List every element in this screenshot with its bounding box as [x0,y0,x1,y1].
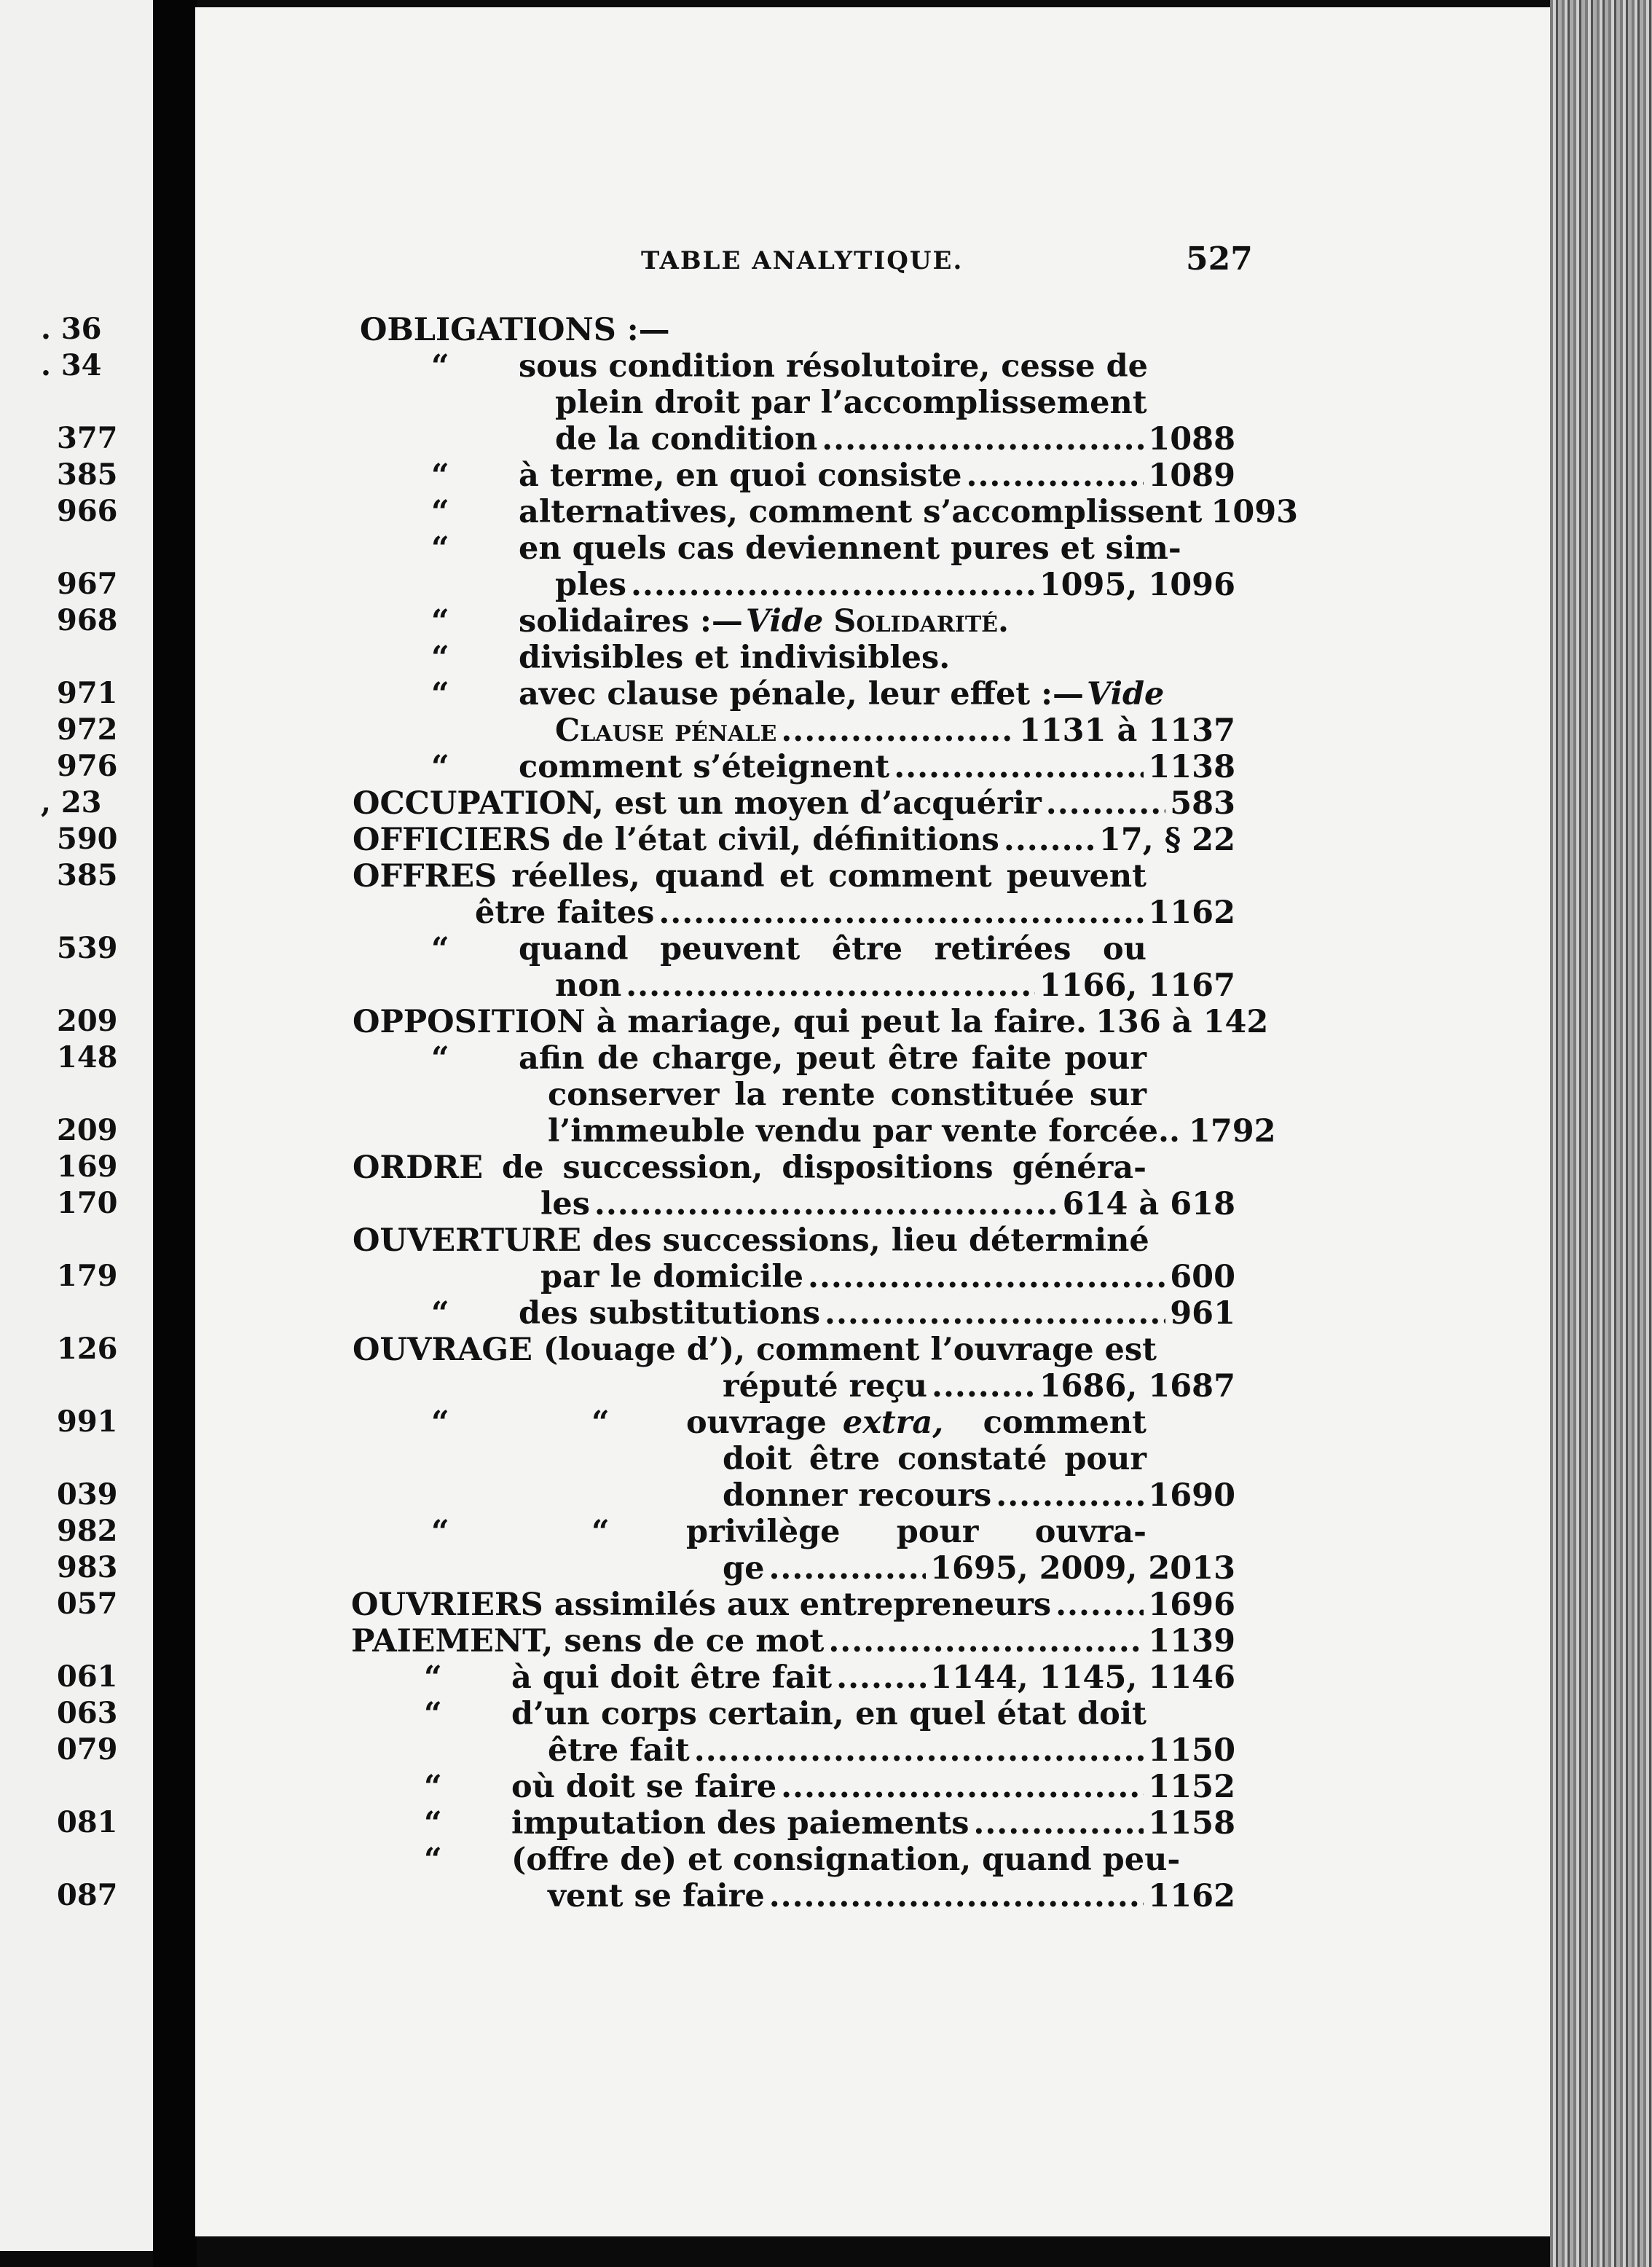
ditto-mark [431,1514,475,1550]
index-line [686,1514,1146,1550]
index-line [723,1368,1235,1404]
entry-text: OUVERTURE des successions, lieu déterminé [353,1222,1149,1259]
entry-text: “ [431,603,449,640]
article-reference: 1093 [1211,494,1299,530]
entry-text: de la condition [555,421,818,457]
entry-text: à terme, en quoi consiste [519,457,962,494]
entry-text: OFFRES réelles, quand et comment peuvent [353,858,1146,895]
entry-text: “ [431,494,449,530]
index-line [519,348,1149,385]
entry-text: “ [424,1659,442,1696]
entry-text: par le domicile [540,1259,804,1295]
index-line [723,1550,1235,1587]
index-line [475,895,1235,931]
index-line [519,1040,1146,1077]
entry-text: “ [431,348,449,385]
index-line [548,1878,1235,1914]
left-page-number: 968 [57,603,118,637]
page-edges [1550,0,1652,2267]
index-line [548,1732,1235,1769]
index-line [555,967,1235,1004]
index-line [519,1295,1235,1332]
ditto-mark [431,676,475,712]
dot-leader [808,1259,1165,1295]
dot-leader [594,1186,1058,1222]
article-reference: 1162 [1148,1878,1235,1914]
italic-text: Vide [745,603,824,640]
entry-text: afin de charge, peut être faite pour [519,1040,1146,1077]
running-header: TABLE ANALYTIQUE. [641,246,964,275]
dot-leader [828,1623,1144,1659]
article-reference: 1696 [1148,1587,1235,1623]
small-caps-text: Clause pénale [555,712,777,749]
index-line [540,1259,1235,1295]
entry-text: OPPOSITION à mariage, qui peut la faire. [353,1004,1087,1040]
article-reference: 1144, 1145, 1146 [930,1659,1235,1696]
entry-text: ples [555,567,626,603]
entry-text: PAIEMENT, sens de ce mot [351,1623,825,1659]
left-page-number: 385 [57,858,118,892]
index-line [519,931,1146,967]
article-reference: 1166, 1167 [1039,967,1235,1004]
index-line [511,1659,1235,1696]
article-reference: 1162 [1148,895,1235,931]
left-page-number: 385 [57,457,118,492]
ditto-mark [431,530,475,567]
left-page-number: 057 [57,1587,118,1621]
dot-leader [822,421,1144,457]
index-line [351,1623,1235,1659]
dot-leader [1046,785,1165,822]
entry-text: “ [431,1514,449,1550]
left-page-number: , 23 [41,785,102,820]
italic-text: Vide [1087,676,1165,712]
dot-leader [836,1659,926,1696]
left-page-number: 061 [57,1659,118,1694]
index-line [686,1404,1146,1441]
index-line [555,421,1235,457]
left-page-number: 081 [57,1805,118,1839]
entry-text: ouvrage [686,1404,827,1441]
ditto-mark [424,1842,468,1878]
entry-text: être faites [475,895,655,931]
article-reference: 961 [1170,1295,1235,1332]
entry-text: doit être constaté pour [723,1441,1146,1477]
index-line [548,1113,1276,1150]
ditto-mark [431,640,475,676]
dot-leader [626,967,1034,1004]
article-reference: 1138 [1148,749,1235,785]
entry-text: où doit se faire [511,1769,777,1805]
entry-text: “ [431,457,449,494]
entry-text: en quels cas deviennent pures et sim- [519,530,1181,567]
index-line [548,1077,1146,1113]
entry-text: “ [431,676,449,712]
index-line [511,1769,1235,1805]
article-reference: 1139 [1148,1623,1235,1659]
ditto-mark [431,931,475,967]
entry-text: “ [591,1404,610,1441]
index-line [540,1186,1235,1222]
ditto-mark [431,603,475,640]
entry-text: “ [431,931,449,967]
entry-text: sous condition résolutoire, cesse de [519,348,1149,385]
ditto-mark [424,1696,468,1732]
article-reference: 1152 [1148,1769,1235,1805]
ditto-mark [431,494,475,530]
index-line [723,1477,1235,1514]
index-line [511,1842,1181,1878]
left-page-number: 377 [57,421,118,455]
left-page-number: 148 [57,1040,118,1074]
index-line [519,603,1235,640]
left-page-number: 972 [57,712,118,747]
dot-leader [769,1878,1144,1914]
index-line [519,494,1299,530]
index-line [360,312,1235,348]
dot-leader [932,1368,1035,1404]
dot-leader [973,1805,1144,1842]
dot-leader [996,1477,1144,1514]
article-reference: 583 [1170,785,1235,822]
ditto-mark [424,1659,468,1696]
index-line [555,385,1146,421]
left-page-number: 087 [57,1878,118,1912]
dot-leader [1004,822,1095,858]
dot-leader [768,1550,926,1587]
index-line [519,530,1181,567]
ditto-mark [424,1805,468,1842]
index-line [351,1587,1235,1623]
index-line [519,640,1235,676]
entry-text: des substitutions [519,1295,821,1332]
left-page-number: 169 [57,1150,118,1184]
article-reference: 1686, 1687 [1039,1368,1235,1404]
dot-leader [894,749,1144,785]
left-page-number: 209 [57,1004,118,1038]
entry-text: “ [431,1295,449,1332]
entry-text: “ [424,1805,442,1842]
ditto-mark [591,1404,635,1441]
left-page-number: 982 [57,1514,118,1548]
entry-text: solidaires :— [519,603,743,640]
entry-text: ORDRE de succession, dispositions généra- [353,1150,1146,1186]
entry-text: d’un corps certain, en quel état doit [511,1696,1146,1732]
book-gutter [153,0,197,2267]
index-line [723,1441,1146,1477]
ditto-mark [431,749,475,785]
entry-text: “ [424,1696,442,1732]
index-line [511,1805,1235,1842]
left-page-number: . 36 [41,312,102,346]
small-caps-text: Solidarité. [833,603,1009,640]
left-page-number: 126 [57,1332,118,1366]
ditto-mark [424,1769,468,1805]
entry-text: non [555,967,622,1004]
entry-text: “ [431,1404,449,1441]
article-reference: 1089 [1148,457,1235,494]
index-line [519,676,1235,712]
left-page-number: 209 [57,1113,118,1147]
page-number: 527 [1186,240,1253,278]
index-line [555,712,1235,749]
ditto-mark [431,1404,475,1441]
left-page-number: 170 [57,1186,118,1220]
entry-text: “ [591,1514,610,1550]
article-reference: 1690 [1148,1477,1235,1514]
entry-text: imputation des paiements [511,1805,969,1842]
entry-text: être fait [548,1732,690,1769]
entry-text: “ [431,530,449,567]
dot-leader [825,1295,1165,1332]
index-line [519,457,1235,494]
index-line [519,749,1235,785]
article-reference: 17, § 22 [1098,822,1235,858]
index-line [511,1696,1146,1732]
entry-text: avec clause pénale, leur effet :— [519,676,1085,712]
entry-text: OBLIGATIONS :— [360,312,670,348]
entry-text: donner recours [723,1477,992,1514]
entry-text: (offre de) et consignation, quand peu- [511,1842,1181,1878]
article-reference: 1792 [1188,1113,1276,1150]
left-page-number: 063 [57,1696,118,1730]
dot-leader [694,1732,1144,1769]
italic-text: extra, [842,1404,944,1441]
index-line [353,1150,1146,1186]
article-reference: 1088 [1148,421,1235,457]
index-line [353,1004,1269,1040]
dot-leader [1055,1587,1144,1623]
entry-text: OUVRIERS assimilés aux entrepreneurs [351,1587,1052,1623]
left-page-number: 590 [57,822,118,856]
ditto-mark [431,457,475,494]
article-reference: 1158 [1148,1805,1235,1842]
ditto-mark [431,1040,475,1077]
dot-leader [631,567,1035,603]
left-page-number: 966 [57,494,118,528]
article-reference: 614 à 618 [1062,1186,1235,1222]
entry-text: privilège pour ouvra- [686,1514,1146,1550]
index-line [353,1222,1149,1259]
entry-text: l’immeuble vendu par vente forcée.. [548,1113,1180,1150]
entry-text: conserver la rente constituée sur [548,1077,1146,1113]
dot-leader [781,712,1014,749]
entry-text: OUVRAGE (louage d’), comment l’ouvrage est [353,1332,1157,1368]
left-page-number: . 34 [41,348,102,382]
entry-text: “ [431,749,449,785]
dot-leader [658,895,1144,931]
index-line [555,567,1235,603]
index-line [353,858,1146,895]
entry-text: OFFICIERS de l’état civil, définitions [353,822,999,858]
ditto-mark [431,348,475,385]
article-reference: 136 à 142 [1096,1004,1269,1040]
index-line [353,1332,1157,1368]
article-reference: 1695, 2009, 2013 [930,1550,1235,1587]
article-reference: 600 [1170,1259,1235,1295]
entry-text: quand peuvent être retirées ou [519,931,1146,967]
entry-text: les [540,1186,590,1222]
left-page-number: 539 [57,931,118,965]
entry-text: vent se faire [548,1878,765,1914]
entry-text: ge [723,1550,765,1587]
ditto-mark [591,1514,635,1550]
article-reference: 1131 à 1137 [1018,712,1235,749]
entry-text: divisibles et indivisibles. [519,640,951,676]
entry-text: OCCUPATION, est un moyen d’acquérir [353,785,1042,822]
left-page-number: 179 [57,1259,118,1293]
entry-text: alternatives, comment s’accomplissent [519,494,1203,530]
entry-text: “ [431,640,449,676]
entry-text: “ [424,1842,442,1878]
index-line [353,785,1235,822]
dot-leader [967,457,1144,494]
left-page-number: 039 [57,1477,118,1512]
entry-text-tail: comment [983,1404,1146,1441]
entry-text: à qui doit être fait [511,1659,833,1696]
entry-text: plein droit par l’accomplissement [555,385,1147,421]
left-page-number: 971 [57,676,118,710]
left-page-number: 079 [57,1732,118,1767]
entry-text: “ [431,1040,449,1077]
article-reference: 1095, 1096 [1039,567,1235,603]
left-page-number: 983 [57,1550,118,1584]
left-page-number: 991 [57,1404,118,1439]
entry-text: comment s’éteignent [519,749,890,785]
article-reference: 1150 [1148,1732,1235,1769]
dot-leader [781,1769,1144,1805]
entry-text: réputé reçu [723,1368,927,1404]
entry-text: “ [424,1769,442,1805]
index-line [353,822,1235,858]
left-page-number: 976 [57,749,118,783]
left-page-number: 967 [57,567,118,601]
ditto-mark [431,1295,475,1332]
